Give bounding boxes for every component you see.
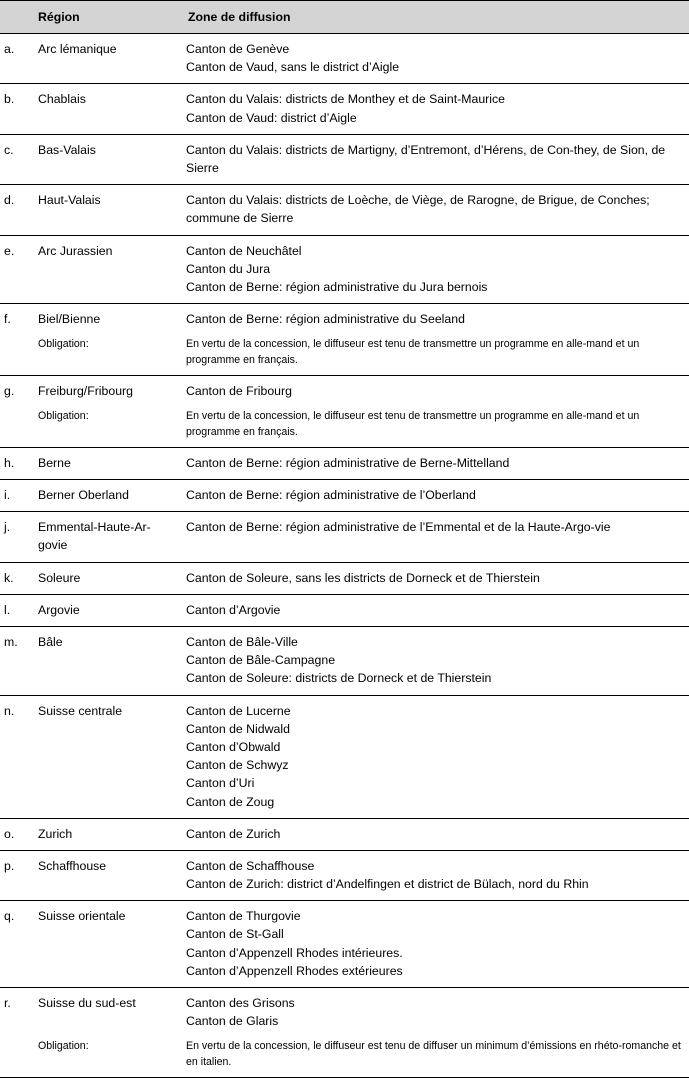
row-letter: o.	[0, 818, 30, 850]
row-region: Suisse du sud-est	[30, 988, 180, 1038]
zone-line: Canton de Lucerne	[186, 703, 291, 718]
row-letter: d.	[0, 185, 30, 235]
row-zone	[180, 304, 689, 336]
zone-line: Canton de Bâle-Ville	[186, 635, 298, 649]
table-row	[0, 818, 689, 850]
table-row	[0, 304, 689, 336]
zone-line: Canton de Soleure, sans les districts de Dorneck et de Thierstein	[186, 570, 540, 585]
table-row	[0, 695, 689, 818]
row-zone	[180, 375, 689, 407]
row-region: Berner Oberland	[30, 480, 180, 512]
zone-line: Canton de Schaffhouse	[186, 858, 315, 873]
zone-line: Canton d’Argovie	[186, 602, 281, 617]
zone-line: Canton de Soleure: districts de Dorneck et de Thierstein	[186, 671, 492, 686]
zone-line: Canton de Berne: région administrative de Berne-Mittelland	[186, 455, 510, 470]
row-letter: j.	[0, 512, 30, 562]
table-body	[0, 34, 689, 1078]
row-letter: a.	[4, 42, 15, 56]
obligation-text: En vertu de la concession, le diffuseur est tenu de diffuser un minimum d’émissions en rhéto-romanche et en italien.	[186, 1040, 681, 1068]
obligation-text: En vertu de la concession, le diffuseur est tenu de transmettre un programme en alle-mand et un programme en français.	[186, 338, 640, 366]
zone-line: Canton de Berne: région administrative du Jura bernois	[186, 279, 488, 294]
table-row	[0, 562, 689, 594]
row-letter: r.	[0, 988, 30, 1038]
table-row	[0, 594, 689, 626]
zone-line: Canton de Bâle-Campagne	[186, 653, 336, 668]
row-letter: m.	[0, 627, 30, 696]
zone-line: Canton de Fribourg	[186, 383, 292, 398]
row-zone	[180, 562, 689, 594]
row-region: Haut-Valais	[30, 185, 180, 235]
obligation-label: Obligation:	[38, 410, 89, 423]
zone-line: Canton de Schwyz	[186, 758, 289, 773]
row-zone	[180, 84, 689, 134]
zone-line: Canton de Zurich: district d’Andelfingen et district de Bülach, nord du Rhin	[186, 877, 589, 892]
table-row	[0, 627, 689, 696]
row-zone	[180, 34, 689, 84]
zone-line: Canton de Zoug	[186, 794, 275, 809]
zone-line: Canton de St-Gall	[186, 927, 284, 942]
table-row	[0, 512, 689, 562]
zone-line: Canton du Valais: districts de Martigny, d’Entremont, d’Hérens, de Con-they, de Sion, de Sierre	[186, 142, 666, 175]
row-region: Suisse orientale	[30, 901, 180, 988]
zone-line: Canton du Valais: districts de Loèche, de Viège, de Rarogne, de Brigue, de Conches; commune de Sierre	[186, 193, 650, 226]
zone-line: Canton de Thurgovie	[186, 909, 301, 924]
zone-line: Canton de Nidwald	[186, 721, 290, 736]
row-zone	[180, 235, 689, 304]
row-region: Berne	[30, 447, 180, 479]
table-header	[0, 1, 689, 34]
table-row	[0, 480, 689, 512]
row-region: Zurich	[30, 818, 180, 850]
row-zone	[180, 850, 689, 900]
row-zone	[180, 901, 689, 988]
obligation-letter-spacer	[0, 335, 30, 375]
table-row	[0, 185, 689, 235]
zone-line: Canton d’Appenzell Rhodes extérieures	[186, 963, 403, 978]
row-letter: k.	[0, 562, 30, 594]
obligation-label: Obligation:	[38, 338, 89, 351]
row-letter: h.	[0, 447, 30, 479]
table-row	[0, 84, 689, 134]
zone-line: Canton de Genève	[186, 42, 290, 56]
row-letter: n.	[0, 695, 30, 818]
row-zone	[180, 818, 689, 850]
table-header-row	[0, 1, 689, 34]
obligation-label: Obligation:	[38, 1040, 89, 1053]
row-letter: c.	[0, 134, 30, 184]
obligation-row	[0, 407, 689, 447]
row-zone	[180, 480, 689, 512]
row-zone	[180, 695, 689, 818]
row-region: Biel/Bienne	[30, 304, 180, 336]
row-region: Chablais	[30, 84, 180, 134]
row-letter: b.	[0, 84, 30, 134]
column-header-zone: Zone de diffusion	[180, 1, 689, 34]
zone-line: Canton du Jura	[186, 261, 271, 276]
zone-line: Canton de Berne: région administrative de l’Emmental et de la Haute-Argo-vie	[186, 520, 611, 535]
column-header-region: Région	[30, 1, 180, 34]
zone-line: Canton de Glaris	[186, 1014, 279, 1029]
row-region: Soleure	[30, 562, 180, 594]
obligation-text: En vertu de la concession, le diffuseur est tenu de transmettre un programme en alle-mand et un programme en français.	[186, 410, 640, 438]
row-letter: e.	[0, 235, 30, 304]
table-row	[0, 375, 689, 407]
row-zone	[180, 627, 689, 696]
row-region: Suisse centrale	[30, 695, 180, 818]
zone-line: Canton du Valais: districts de Monthey et de Saint-Maurice	[186, 92, 505, 107]
zone-line: Canton d’Appenzell Rhodes intérieures.	[186, 945, 403, 960]
zone-line: Canton de Vaud: district d’Aigle	[186, 110, 357, 125]
table-row	[0, 988, 689, 1038]
row-letter: l.	[0, 594, 30, 626]
zone-line: Canton de Vaud, sans le district d’Aigle	[186, 60, 400, 75]
row-zone	[180, 185, 689, 235]
obligation-row	[0, 335, 689, 375]
table-row	[0, 901, 689, 988]
zone-line: Canton de Zurich	[186, 826, 281, 841]
row-letter: g.	[0, 375, 30, 407]
row-letter: f.	[0, 304, 30, 336]
zone-line: Canton des Grisons	[186, 996, 295, 1010]
row-region: Arc Jurassien	[30, 235, 180, 304]
table-row	[0, 447, 689, 479]
row-zone	[180, 512, 689, 562]
row-region: Schaffhouse	[30, 850, 180, 900]
obligation-row	[0, 1037, 689, 1077]
row-letter: p.	[0, 850, 30, 900]
zone-line: Canton d’Uri	[186, 776, 255, 791]
row-region: Bas-Valais	[30, 134, 180, 184]
table-row	[0, 850, 689, 900]
zone-line: Canton d’Obwald	[186, 739, 281, 754]
row-zone	[180, 594, 689, 626]
obligation-letter-spacer	[0, 1037, 30, 1077]
zone-line: Canton de Neuchâtel	[186, 243, 302, 258]
row-region: Freiburg/Fribourg	[30, 375, 180, 407]
row-zone	[180, 134, 689, 184]
row-zone	[180, 988, 689, 1038]
row-region: Arc lémanique	[38, 42, 117, 56]
table-row	[0, 235, 689, 304]
row-letter: q.	[0, 901, 30, 988]
row-letter: i.	[0, 480, 30, 512]
zone-line: Canton de Berne: région administrative de l’Oberland	[186, 488, 476, 503]
row-region: Bâle	[30, 627, 180, 696]
row-region: Argovie	[30, 594, 180, 626]
table-row	[0, 34, 689, 84]
row-zone	[180, 447, 689, 479]
table-row	[0, 134, 689, 184]
row-region: Emmental-Haute-Ar-govie	[30, 512, 180, 562]
column-header-letter	[0, 1, 30, 34]
zone-line: Canton de Berne: région administrative du Seeland	[186, 312, 465, 327]
obligation-letter-spacer	[0, 407, 30, 447]
